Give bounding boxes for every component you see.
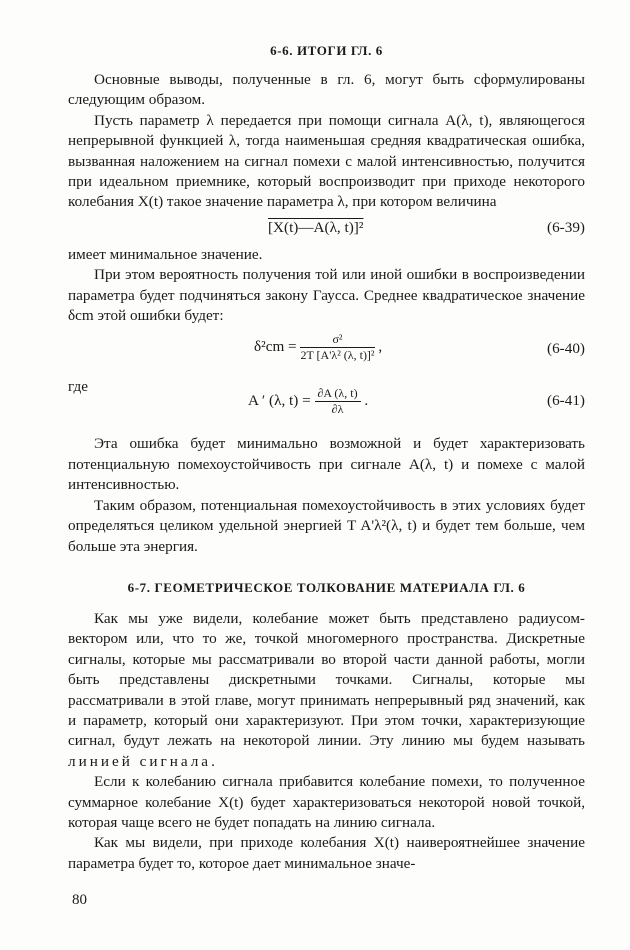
equation-6-40-fraction <box>300 332 374 363</box>
paragraph-parameter: Пусть параметр λ передается при помощи сигнала A(λ, t), являющегося непрерывной функцией λ, тогда наименьшая средняя квадратическая ошибка, вызванная наложением на сигнал помехи с малой интенсивностью, получится при идеальном приемнике, который воспроизводит при приходе некоторого колебания X(t) такое значение параметра λ, при котором величина <box>68 111 585 211</box>
paragraph-error: Эта ошибка будет минимально возможной и будет характеризовать потенциальную помехоустойчивость при сигнале A(λ, t) и помехе с малой интенсивностью. <box>68 435 585 494</box>
equation-6-41-numerator: ∂A (λ, t) <box>315 386 361 402</box>
paragraph-geometry-start: Как мы уже видели, колебание может быть представлено радиусом-вектором или, что то же, точкой многомерного пространства. Дискретные сигналы, которые мы рассматривали во второй части данной работы, могли быть представлены дискретными точками. Сигналы, которые мы рассматривали в этой главе, могут принимать непрерывный ряд значений, как и параметр, который они характеризуют. При этом точки, характеризующие сигнал, будут лежать на некоторой линии. Эту линию мы будем называть <box>68 609 585 750</box>
equation-6-41 <box>68 378 585 430</box>
equation-6-41-fraction <box>315 386 361 417</box>
equation-6-41-number: (6-41) <box>547 392 585 410</box>
page-number: 80 <box>72 892 87 908</box>
equation-6-39-number: (6-39) <box>547 218 585 236</box>
page-body <box>68 42 585 874</box>
equation-6-40-numerator: σ² <box>300 332 374 348</box>
section-heading-6-6: 6-6. ИТОГИ ГЛ. 6 <box>270 43 383 58</box>
equation-6-41-tail: . <box>364 392 369 410</box>
paragraph-noise: Если к колебанию сигнала прибавится колебание помехи, то полученное суммарное колебание X(t) будет характеризоваться некоторой новой точкой, которая чаще всего не будет попадать на линию сигнала. <box>68 773 585 831</box>
equation-6-41-lhs: A ′ (λ, t) = <box>248 392 315 410</box>
paragraph-geometry-end: . <box>211 752 215 770</box>
equation-6-40-tail: , <box>378 338 383 356</box>
paragraph-geometry <box>68 609 585 772</box>
paragraph-energy: Таким образом, потенциальная помехоустойчивость в этих условиях будет определяться целиком удельной энергией T A'λ²(λ, t) и будет тем больше, чем больше эта энергия. <box>68 496 585 555</box>
equation-6-40 <box>68 326 585 378</box>
equation-6-41-denominator: ∂λ <box>331 402 344 417</box>
equation-6-40-formula <box>254 332 382 363</box>
equation-6-40-denominator: 2T [A'λ² (λ, t)]² <box>300 348 375 363</box>
equation-6-40-lhs: δ²cm = <box>254 338 301 356</box>
where-label: где <box>68 378 88 396</box>
equation-6-39 <box>68 213 585 245</box>
equation-6-41-formula <box>248 386 368 417</box>
paragraph-minimum: имеет минимальное значение. <box>68 245 263 263</box>
signal-line-term: линией сигнала <box>68 752 212 770</box>
equation-6-39-formula: [X(t)—A(λ, t)]² <box>268 218 364 236</box>
paragraph-intro: Основные выводы, полученные в гл. 6, могут быть сформулированы следующим образом. <box>68 71 585 109</box>
paragraph-gauss: При этом вероятность получения той или иной ошибки в воспроизведении параметра будет подчиняться закону Гаусса. Среднее квадратическое значение δcm этой ошибки будет: <box>68 266 585 325</box>
paragraph-likely-value: Как мы видели, при приходе колебания X(t) наивероятнейшее значение параметра будет то, которое дает минимальное значе- <box>68 834 585 872</box>
equation-6-40-number: (6-40) <box>547 340 585 358</box>
section-heading-6-7: 6-7. ГЕОМЕТРИЧЕСКОЕ ТОЛКОВАНИЕ МАТЕРИАЛА ГЛ. 6 <box>127 579 526 595</box>
